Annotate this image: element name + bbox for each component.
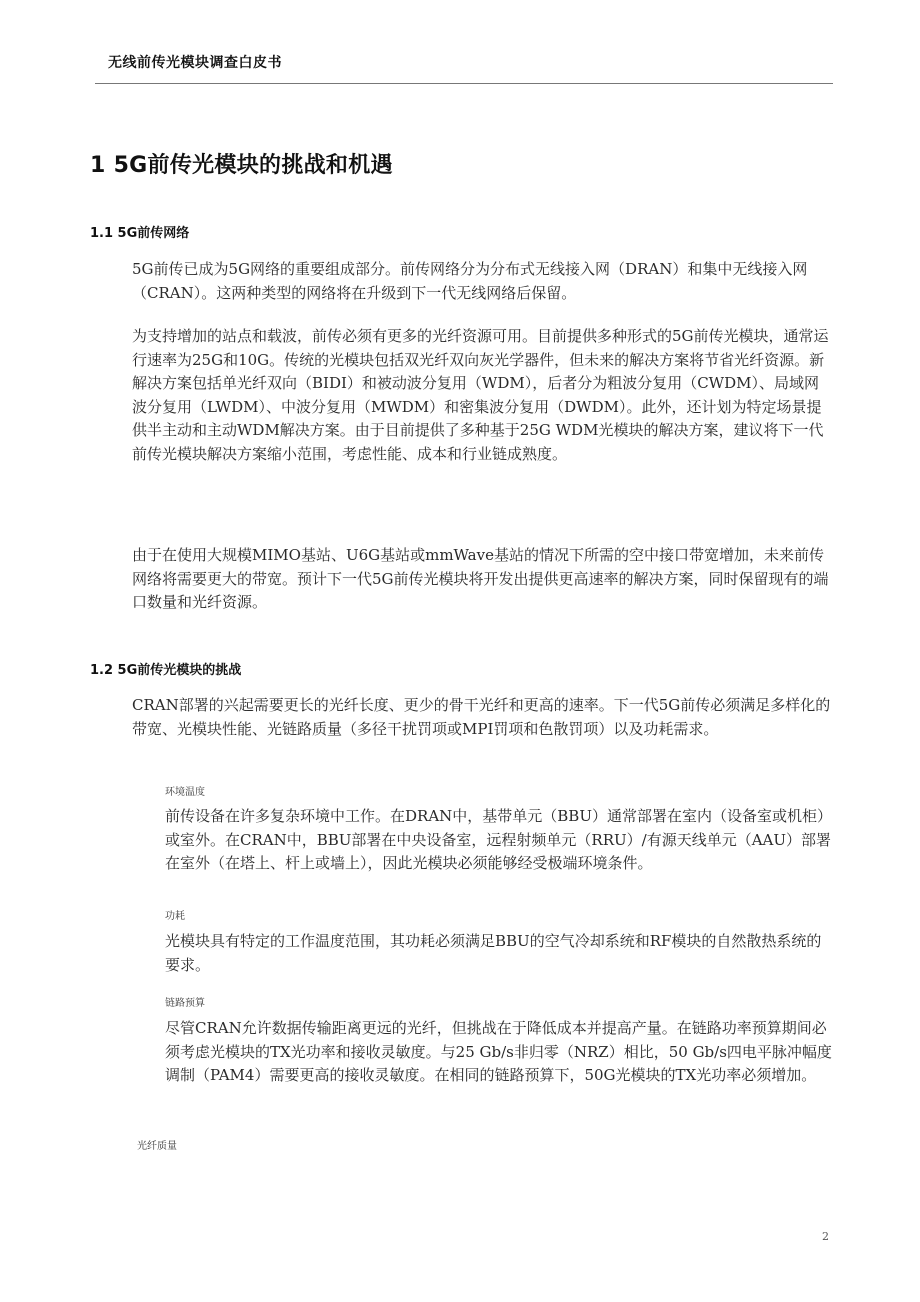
item-label-temperature: 环境温度 (165, 787, 205, 798)
paragraph: 为支持增加的站点和载波，前传必须有更多的光纤资源可用。目前提供多种形式的5G前传光模块，通常运行速率为25G和10G。传统的光模块包括双光纤双向灰光学器件，但未来的解决方案将节省光纤资源。新解决方案包括单光纤双向（BIDI）和被动波分复用（WDM），后者分为粗波分复用（CWDM）、局域网波分复用（LWDM）、中波分复用（MWDM）和密集波分复用（DWDM）。此外，还计划为特定场景提供半主动和主动WDM解决方案。由于目前提供了多种基于25G WDM光模块的解决方案，建议将下一代前传光模块解决方案缩小范围，考虑性能、成本和行业链成熟度。 (132, 327, 829, 463)
document-header-title: 无线前传光模块调查白皮书 (108, 55, 282, 71)
section-heading-1-1: 1.1 5G前传网络 (90, 226, 190, 241)
section-heading-1-2: 1.2 5G前传光模块的挑战 (90, 663, 242, 678)
paragraph: 前传设备在许多复杂环境中工作。在DRAN中，基带单元（BBU）通常部署在室内（设备室或机柜）或室外。在CRAN中，BBU部署在中央设备室，远程射频单元（RRU）/有源天线单元（AAU）部署在室外（在塔上、杆上或墙上），因此光模块必须能够经受极端环境条件。 (165, 807, 832, 872)
paragraph: 光模块具有特定的工作温度范围，其功耗必须满足BBU的空气冷却系统和RF模块的自然散热系统的要求。 (165, 932, 822, 974)
paragraph: 由于在使用大规模MIMO基站、U6G基站或mmWave基站的情况下所需的空中接口带宽增加，未来前传网络将需要更大的带宽。预计下一代5G前传光模块将开发出提供更高速率的解决方案，同时保留现有的端口数量和光纤资源。 (132, 546, 829, 611)
paragraph: 尽管CRAN允许数据传输距离更远的光纤，但挑战在于降低成本并提高产量。在链路功率预算期间必须考虑光模块的TX光功率和接收灵敏度。与25 Gb/s非归零（NRZ）相比，50 Gb/s四电平脉冲幅度调制（PAM4）需要更高的接收灵敏度。在相同的链路预算下，50G光模块的TX光功率必须增加。 (165, 1019, 832, 1084)
paragraph: 5G前传已成为5G网络的重要组成部分。前传网络分为分布式无线接入网（DRAN）和集中无线接入网（CRAN）。这两种类型的网络将在升级到下一代无线网络后保留。 (132, 260, 808, 302)
paragraph: CRAN部署的兴起需要更长的光纤长度、更少的骨干光纤和更高的速率。下一代5G前传必须满足多样化的带宽、光模块性能、光链路质量（多径干扰罚项或MPI罚项和色散罚项）以及功耗需求。 (132, 696, 831, 738)
page-number: 2 (822, 1230, 829, 1243)
chapter-heading: 1 5G前传光模块的挑战和机遇 (90, 153, 393, 178)
header-divider (95, 83, 833, 84)
item-label-fiber-quality: 光纤质量 (137, 1141, 177, 1152)
item-label-link-budget: 链路预算 (165, 998, 205, 1009)
item-label-power: 功耗 (165, 911, 185, 922)
